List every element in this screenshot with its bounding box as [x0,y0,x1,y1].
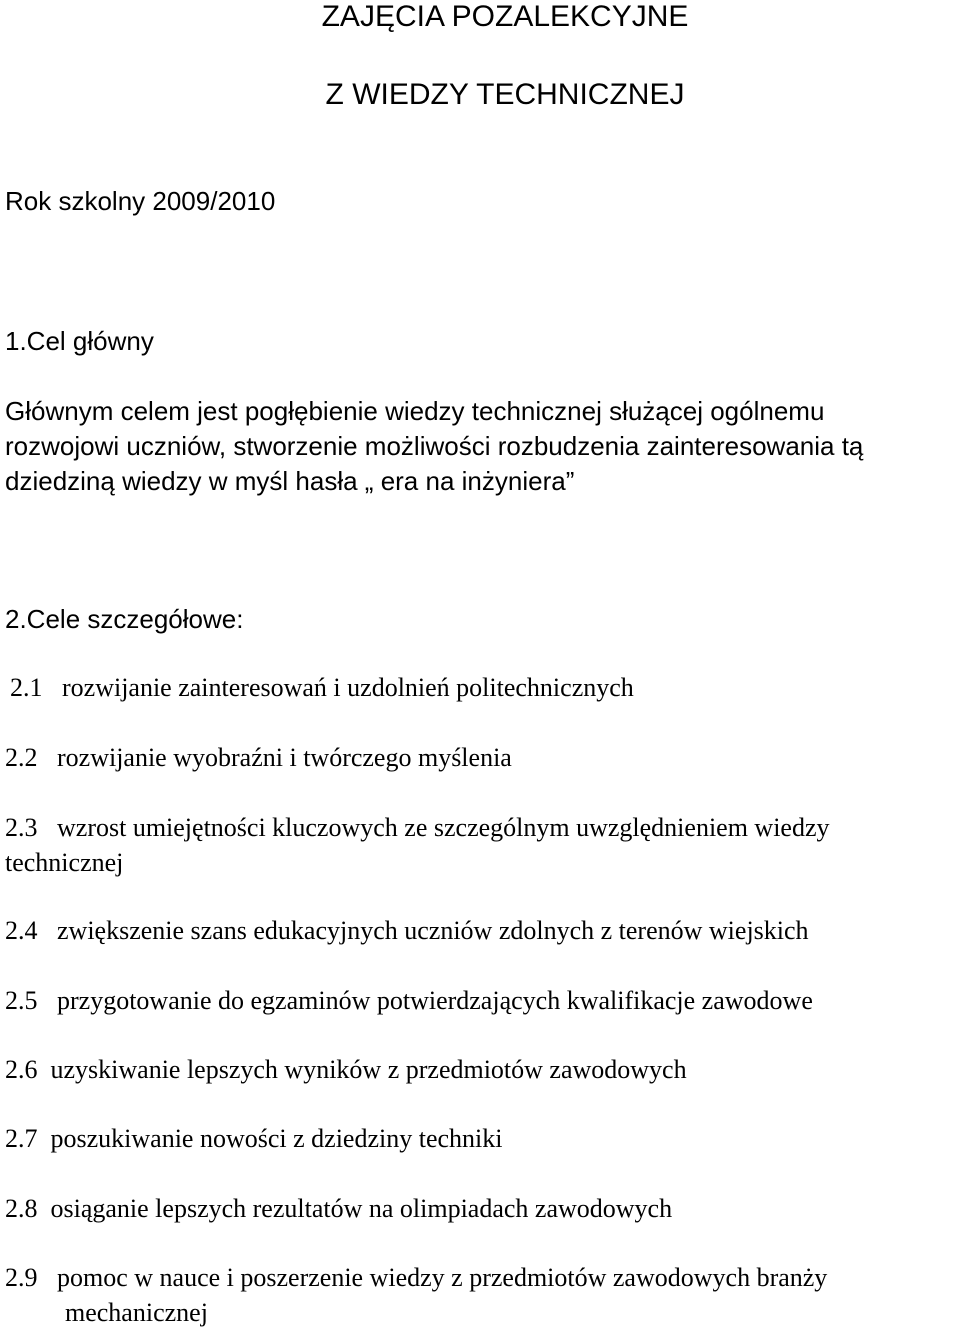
document-title-line2: Z WIEDZY TECHNICZNEJ [325,78,685,111]
goal-item-2-2 [5,741,960,775]
goal-text: pomoc w nauce i poszerzenie wiedzy z przedmiotów zawodowych branży [57,1263,828,1292]
goal-text: osiąganie lepszych rezultatów na olimpiadach zawodowych [50,1194,673,1223]
detailed-goals-heading: 2.Cele szczegółowe: [5,604,244,634]
goal-text: przygotowanie do egzaminów potwierdzających kwalifikacje zawodowe [57,986,813,1015]
goal-text: uzyskiwanie lepszych wyników z przedmiotów zawodowych [50,1055,687,1084]
goal-number: 2.4 [5,916,38,945]
goal-text: rozwijanie wyobraźni i twórczego myślenia [57,743,512,772]
goal-item-2-3 [5,811,960,845]
goal-item-2-9 [5,1261,960,1295]
goal-number: 2.5 [5,986,38,1015]
main-goal-text-line1: Głównym celem jest pogłębienie wiedzy technicznej służącej ogólnemu [5,396,825,426]
main-goal-text-line2: rozwojowi uczniów, stworzenie możliwości rozbudzenia zainteresowania tą [5,431,864,461]
goal-number: 2.8 [5,1194,38,1223]
document-title-line1: ZAJĘCIA POZALEKCYJNE [321,0,689,33]
goal-item-2-6 [5,1053,960,1087]
goal-number: 2.1 [10,673,43,702]
goal-item-2-4 [5,914,960,948]
goal-number: 2.9 [5,1263,38,1292]
main-goal-heading: 1.Cel główny [5,326,154,356]
goal-text: zwiększenie szans edukacyjnych uczniów zdolnych z terenów wiejskich [57,916,809,945]
goal-number: 2.6 [5,1055,38,1084]
goal-number: 2.7 [5,1124,38,1153]
goal-number: 2.3 [5,813,38,842]
goal-text: rozwijanie zainteresowań i uzdolnień politechnicznych [62,673,634,702]
school-year: Rok szkolny 2009/2010 [5,186,276,216]
goal-text: poszukiwanie nowości z dziedziny techniki [50,1124,503,1153]
goal-number: 2.2 [5,743,38,772]
goal-item-2-5 [5,984,960,1018]
goal-item-2-9-continuation: mechanicznej [65,1298,208,1327]
goal-item-2-8 [5,1192,960,1226]
goal-item-2-1 [10,671,960,705]
goal-item-2-3-continuation: technicznej [5,848,124,877]
goal-item-2-7 [5,1122,960,1156]
main-goal-text-line3: dziedziną wiedzy w myśl hasła „ era na inżyniera” [5,466,575,496]
goal-text: wzrost umiejętności kluczowych ze szczególnym uwzględnieniem wiedzy [57,813,830,842]
